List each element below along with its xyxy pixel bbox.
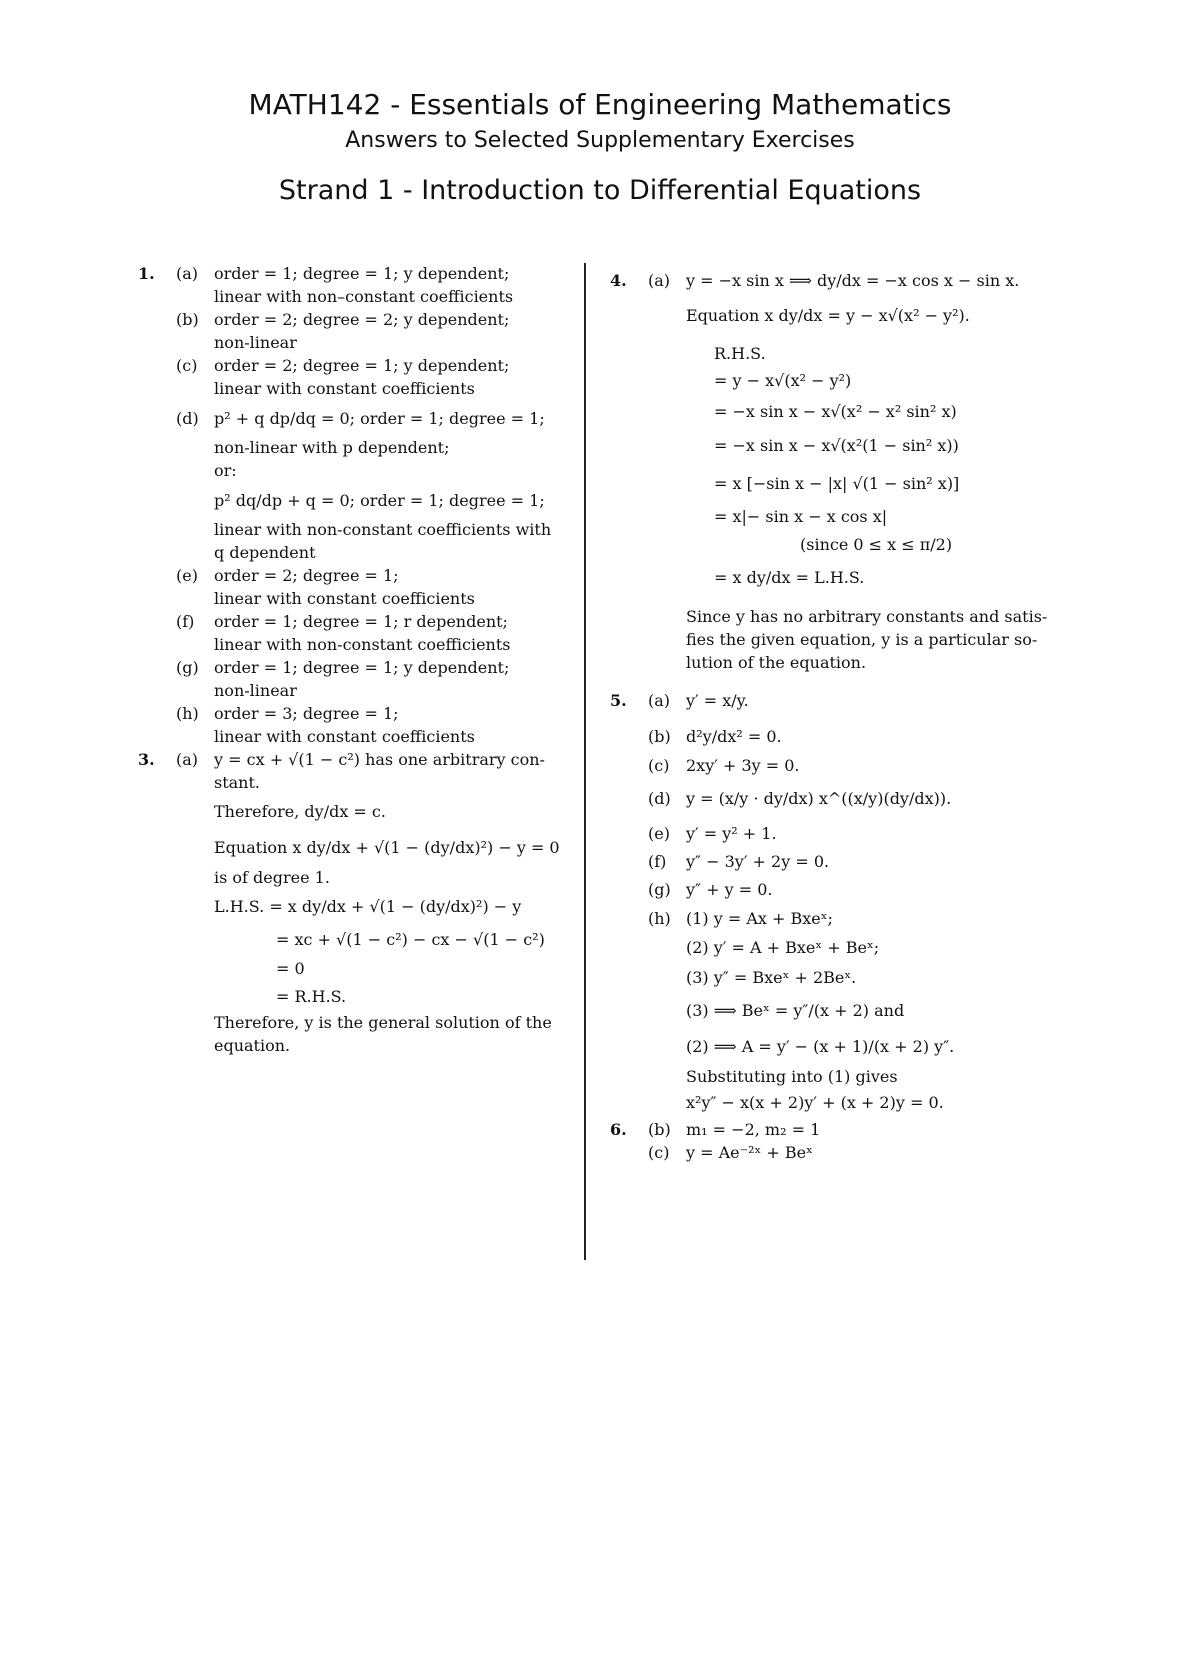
answer-line: L.H.S. = x dy/dx + √(1 − (dy/dx)²) − y	[214, 897, 522, 916]
answer-line: non-linear	[214, 333, 297, 352]
part-label: (e)	[176, 566, 198, 585]
answer-line: 2xy′ + 3y = 0.	[686, 756, 800, 775]
part-label: (h)	[648, 908, 671, 928]
part-label: (c)	[648, 756, 670, 775]
part-label: (f)	[648, 851, 667, 871]
answer-line: linear with constant coefficients	[214, 379, 475, 398]
answer-line: equation.	[214, 1036, 291, 1055]
answer-line: (since 0 ≤ x ≤ π/2)	[800, 535, 953, 554]
part-label: (a)	[176, 750, 199, 769]
answer-line: order = 2; degree = 1; y dependent;	[214, 356, 510, 375]
answer-line: non-linear	[214, 681, 297, 700]
question-4	[610, 262, 1048, 674]
answer-line: Since y has no arbitrary constants and satis-	[686, 607, 1048, 626]
answer-line: d²y/dx² = 0.	[686, 726, 782, 746]
question-6	[610, 1118, 1030, 1164]
document-title: MATH142 - Essentials of Engineering Mathematics	[248, 88, 952, 121]
question-1	[138, 262, 568, 748]
answer-line: order = 2; degree = 2; y dependent;	[214, 310, 510, 329]
part-label: (b)	[648, 726, 671, 746]
strand-heading: Strand 1 - Introduction to Differential Equations	[278, 175, 922, 206]
answer-line: = x [−sin x − |x| √(1 − sin² x)]	[714, 474, 960, 493]
part-label: (c)	[176, 356, 198, 375]
part-label: (a)	[648, 690, 671, 710]
part-label: (g)	[176, 658, 199, 677]
right-column	[610, 262, 1048, 1164]
answer-line: (1) y = Ax + Bxeˣ;	[686, 908, 833, 928]
part-label: (a)	[176, 264, 199, 283]
answer-line: Substituting into (1) gives	[686, 1067, 898, 1086]
answer-line: y = cx + √(1 − c²) has one arbitrary con-	[214, 750, 545, 769]
answer-line: = y − x√(x² − y²)	[714, 371, 852, 390]
answer-line: y′ = y² + 1.	[686, 823, 777, 843]
answer-line: lution of the equation.	[686, 653, 867, 672]
answer-line: x²y″ − x(x + 2)y′ + (x + 2)y = 0.	[686, 1093, 944, 1112]
answer-line: linear with non–constant coefficients	[214, 287, 514, 306]
answer-line: is of degree 1.	[214, 868, 330, 887]
question-number: 1.	[138, 264, 155, 283]
part-label: (h)	[176, 704, 199, 723]
left-column	[138, 262, 568, 1057]
answer-line: Therefore, dy/dx = c.	[214, 802, 386, 821]
answer-line: R.H.S.	[714, 344, 766, 363]
answer-line: order = 3; degree = 1;	[214, 704, 399, 723]
answer-line: q dependent	[214, 543, 316, 562]
question-3	[138, 748, 568, 1057]
answer-line: (3) y″ = Bxeˣ + 2Beˣ.	[686, 968, 857, 987]
answer-line: p² + q dp/dq = 0; order = 1; degree = 1;	[214, 408, 545, 428]
question-number: 3.	[138, 750, 155, 769]
question-number: 6.	[610, 1120, 627, 1139]
answer-line: = x|− sin x − x cos x|	[714, 507, 888, 526]
answer-line: Equation x dy/dx + √(1 − (dy/dx)²) − y = 0	[214, 838, 560, 857]
part-label: (d)	[176, 408, 199, 428]
answer-line: fies the given equation, y is a particular so-	[686, 630, 1038, 649]
answer-line: linear with non-constant coefficients	[214, 635, 511, 654]
answer-line: = −x sin x − x√(x²(1 − sin² x))	[714, 436, 959, 455]
answer-line: y″ + y = 0.	[686, 879, 773, 899]
answer-line: = xc + √(1 − c²) − cx − √(1 − c²)	[276, 930, 545, 949]
answer-line: = x dy/dx = L.H.S.	[714, 568, 865, 587]
answer-line: = −x sin x − x√(x² − x² sin² x)	[714, 402, 957, 421]
answer-line: = 0	[276, 959, 305, 978]
answer-line: p² dq/dp + q = 0; order = 1; degree = 1;	[214, 490, 545, 510]
part-label: (g)	[648, 879, 671, 899]
answer-line: linear with constant coefficients	[214, 727, 475, 746]
answer-line: y′ = x/y.	[686, 690, 749, 710]
document-subtitle: Answers to Selected Supplementary Exercises	[345, 128, 855, 153]
part-label: (f)	[176, 612, 195, 631]
answer-line: order = 1; degree = 1; y dependent;	[214, 264, 510, 283]
answer-line: Therefore, y is the general solution of the	[214, 1013, 552, 1032]
question-number: 5.	[610, 690, 627, 710]
answer-line: y = Ae⁻²ˣ + Beˣ	[686, 1143, 813, 1162]
answer-line: m₁ = −2, m₂ = 1	[686, 1120, 821, 1139]
answer-line: Equation x dy/dx = y − x√(x² − y²).	[686, 306, 970, 325]
answer-line: (3) ⟹ Beˣ = y″/(x + 2) and	[686, 1001, 905, 1020]
part-label: (b)	[176, 310, 199, 329]
answer-line: linear with constant coefficients	[214, 589, 475, 608]
part-label: (c)	[648, 1143, 670, 1162]
part-label: (d)	[648, 788, 671, 808]
answer-line: linear with non-constant coefficients with	[214, 520, 552, 539]
answer-line: y″ − 3y′ + 2y = 0.	[686, 851, 830, 871]
question-number: 4.	[610, 270, 627, 290]
answer-line: y = (x/y · dy/dx) x^((x/y)(dy/dx)).	[686, 788, 952, 808]
answer-line: y = −x sin x ⟹ dy/dx = −x cos x − sin x.	[686, 270, 1020, 290]
answer-line: order = 1; degree = 1; y dependent;	[214, 658, 510, 677]
answer-line: stant.	[214, 773, 260, 792]
question-5	[610, 682, 1030, 1118]
column-divider	[584, 263, 586, 1260]
answer-line: or:	[214, 461, 237, 480]
answer-line: order = 1; degree = 1; r dependent;	[214, 612, 508, 631]
part-label: (e)	[648, 823, 670, 843]
answer-line: order = 2; degree = 1;	[214, 566, 399, 585]
answer-line: = R.H.S.	[276, 987, 347, 1006]
answer-line: (2) ⟹ A = y′ − (x + 1)/(x + 2) y″.	[686, 1037, 955, 1056]
part-label: (a)	[648, 270, 671, 290]
answer-line: non-linear with p dependent;	[214, 438, 450, 457]
part-label: (b)	[648, 1120, 671, 1139]
answer-line: (2) y′ = A + Bxeˣ + Beˣ;	[686, 938, 880, 957]
